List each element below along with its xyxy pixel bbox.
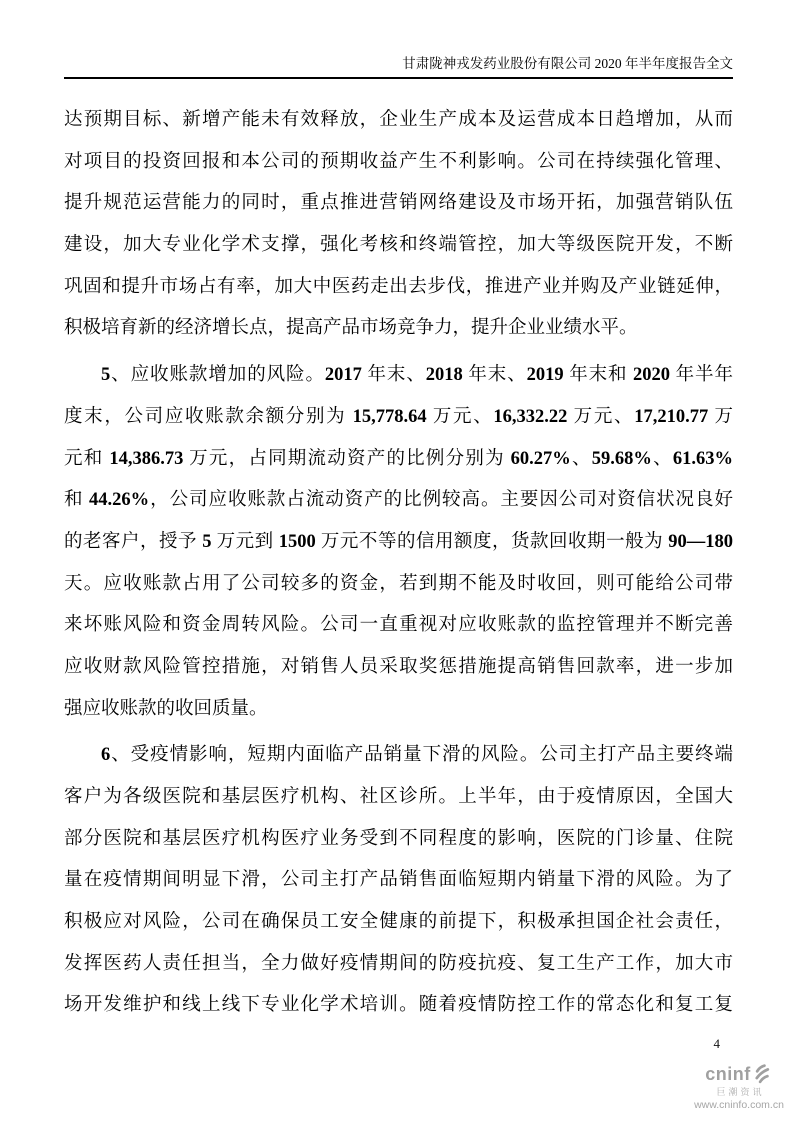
text-line: 达预期目标、新增产能未有效释放，企业生产成本及运营成本日趋增加，从而: [64, 110, 733, 130]
text-line: 量在疫情期间明显下滑，公司主打产品销售面临短期内销量下滑的风险。为了: [64, 870, 733, 891]
text-line: 客户为各级医院和基层医疗机构、社区诊所。上半年，由于疫情原因，全国大: [64, 787, 733, 807]
text-line: 5、应收账款增加的风险。2017 年末、2018 年末、2019 年末和 2020 年半年: [101, 365, 733, 386]
text-line: 发挥医药人责任担当，全力做好疫情期间的防疫抗疫、复工生产工作，加大市: [64, 953, 733, 974]
text-line: 积极应对风险，公司在确保员工安全健康的前提下，积极承担国企社会责任，: [64, 912, 733, 933]
text-line: 应收财款风险管控措施，对销售人员采取奖惩措施提高销售回款率，进一步加: [64, 656, 733, 677]
cninfo-logo-subtitle: 巨潮资讯: [716, 1087, 765, 1097]
cninfo-swirl-icon: [752, 1064, 773, 1084]
text-line: 度末，公司应收账款余额分别为 15,778.64 万元、16,332.22 万元、17,210.77 万: [64, 406, 733, 427]
paragraph: [64, 355, 733, 730]
text-line: 建设，加大专业化学术支撑，强化考核和终端管控，加大等级医院开发，不断: [64, 235, 733, 256]
page-number: 4: [713, 1036, 720, 1051]
cninfo-logo: [689, 1064, 789, 1111]
text-line: 部分医院和基层医疗机构医疗业务受到不同程度的影响，医院的门诊量、住院: [64, 828, 733, 849]
text-line: 6、受疫情影响，短期内面临产品销量下滑的风险。公司主打产品主要终端: [101, 745, 733, 766]
text-line: 天。应收账款占用了公司较多的资金，若到期不能及时收回，则可能给公司带: [64, 573, 733, 594]
paragraph: [64, 735, 733, 1027]
cninfo-logo-row: [689, 1064, 789, 1084]
text-line: 对项目的投资回报和本公司的预期收益产生不利影响。公司在持续强化管理、: [64, 151, 733, 172]
text-line: 的老客户，授予 5 万元到 1500 万元不等的信用额度，货款回收期一般为 90—180: [64, 531, 733, 552]
cninfo-logo-text: cninf: [705, 1064, 751, 1084]
text-line: 来坏账风险和资金周转风险。公司一直重视对应收账款的监控管理并不断完善: [64, 615, 733, 636]
document-body: [64, 100, 733, 1027]
text-line: 巩固和提升市场占有率，加大中医药走出去步伐，推进产业并购及产业链延伸，: [64, 276, 733, 297]
text-line: 积极培育新的经济增长点，提高产品市场竞争力，提升企业业绩水平。: [64, 318, 638, 339]
text-line: 元和 14,386.73 万元，占同期流动资产的比例分别为 60.27%、59.68%、61.63%: [64, 448, 733, 469]
text-line: 提升规范运营能力的同时，重点推进营销网络建设及市场开拓，加强营销队伍: [64, 193, 733, 214]
cninfo-logo-url: www.cninfo.com.cn: [694, 1099, 784, 1111]
paragraph: [64, 100, 733, 350]
text-line: 强应收账款的收回质量。: [64, 698, 268, 719]
header-title: 甘肃陇神戎发药业股份有限公司 2020 年半年度报告全文: [402, 56, 733, 71]
text-line: 和 44.26%，公司应收账款占流动资产的比例较高。主要因公司对资信状况良好: [64, 490, 733, 511]
text-line: 场开发维护和线上线下专业化学术培训。随着疫情防控工作的常态化和复工复: [64, 995, 733, 1016]
header-rule: [64, 77, 733, 79]
